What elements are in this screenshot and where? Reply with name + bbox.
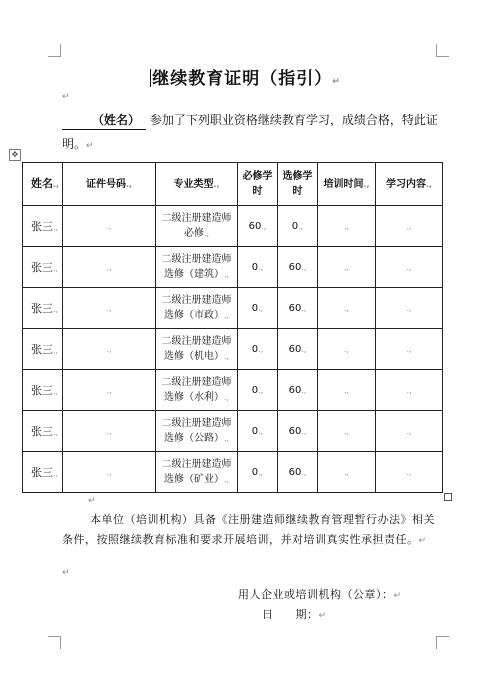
cell-required-hours[interactable]: 0., [238, 288, 278, 329]
cell-required-hours[interactable]: 0., [238, 247, 278, 288]
cell-training-time[interactable]: ., [318, 247, 376, 288]
header-type: 专业类型., [156, 163, 238, 206]
cell-content[interactable]: ., [376, 452, 443, 493]
table-row [23, 206, 443, 247]
margin-corner-bottom-left [48, 636, 61, 649]
cell-type[interactable]: 二级注册建造师必修., [156, 206, 238, 247]
intro-paragraph[interactable] [62, 108, 442, 158]
cell-elective-hours[interactable]: 60., [278, 288, 318, 329]
cell-required-hours-text: 0 [251, 425, 259, 437]
cell-name-text: 张三 [31, 302, 53, 315]
cell-training-time[interactable]: ., [318, 370, 376, 411]
cell-id-number[interactable]: ., [63, 206, 156, 247]
cell-elective-hours[interactable]: 60., [278, 370, 318, 411]
cell-training-time[interactable]: ., [318, 329, 376, 370]
header-name: 姓名., [23, 163, 63, 206]
cell-training-time[interactable]: ., [318, 411, 376, 452]
cell-elective-hours[interactable]: 0., [278, 206, 318, 247]
cell-name-text: 张三 [31, 343, 53, 356]
cell-name[interactable]: 张三., [23, 288, 63, 329]
header-training-time: 培训时间., [318, 163, 376, 206]
cell-id-number[interactable]: ., [63, 411, 156, 452]
cell-elective-hours[interactable]: 60., [278, 411, 318, 452]
cell-required-hours-text: 0 [251, 466, 259, 478]
signature-org-label: 用人企业或培训机构（公章）： [238, 588, 394, 601]
cell-required-hours-text: 0 [251, 343, 259, 355]
cell-type[interactable]: 二级注册建造师选修（市政）., [156, 288, 238, 329]
header-elective-hours: 选修学时 [278, 163, 318, 206]
title-text: 继续教育证明（指引） [152, 69, 333, 89]
paragraph-mark: ↵ [62, 92, 70, 102]
cell-required-hours[interactable]: 60., [238, 206, 278, 247]
cell-name[interactable]: 张三., [23, 370, 63, 411]
cell-elective-hours[interactable]: 60., [278, 247, 318, 288]
cell-content[interactable]: ., [376, 206, 443, 247]
paragraph-mark: ↵ [393, 591, 402, 601]
cell-required-hours-text: 60 [248, 220, 262, 232]
cell-type-text: 二级注册建造师选修（机电） [161, 336, 232, 362]
cell-required-hours-text: 0 [251, 302, 259, 314]
paragraph-mark: ↵ [332, 77, 341, 87]
cell-name[interactable]: 张三., [23, 329, 63, 370]
table-move-handle-icon[interactable]: ✥ [9, 149, 21, 161]
cell-id-number[interactable]: ., [63, 329, 156, 370]
cell-name-text: 张三 [31, 261, 53, 274]
cell-id-number[interactable]: ., [63, 370, 156, 411]
cell-type-text: 二级注册建造师选修（公路） [161, 418, 232, 444]
cell-content[interactable]: ., [376, 247, 443, 288]
cell-required-hours-text: 0 [251, 261, 259, 273]
cell-type-text: 二级注册建造师选修（矿业） [161, 459, 232, 485]
table-row [23, 411, 443, 452]
cell-training-time[interactable]: ., [318, 288, 376, 329]
cell-type-text: 二级注册建造师选修（水利） [161, 377, 232, 403]
document-title[interactable] [0, 64, 491, 89]
paragraph-mark: ↵ [86, 141, 94, 151]
cell-elective-hours[interactable]: 60., [278, 329, 318, 370]
cell-id-number[interactable]: ., [63, 452, 156, 493]
cell-name[interactable]: 张三., [23, 206, 63, 247]
margin-corner-top-right [436, 44, 449, 57]
cell-elective-hours-text: 0 [291, 220, 299, 232]
cell-name-text: 张三 [31, 466, 53, 479]
cell-type[interactable]: 二级注册建造师选修（公路）., [156, 411, 238, 452]
certificate-table[interactable] [22, 162, 443, 493]
cell-required-hours[interactable]: 0., [238, 411, 278, 452]
statement-paragraph[interactable] [62, 510, 442, 551]
cell-elective-hours-text: 60 [288, 425, 302, 437]
cell-name-text: 张三 [31, 220, 53, 233]
paragraph-mark: ↵ [62, 568, 70, 578]
cell-content[interactable]: ., [376, 370, 443, 411]
cell-type-text: 二级注册建造师必修 [161, 213, 232, 239]
table-row [23, 329, 443, 370]
cell-id-number[interactable]: ., [63, 247, 156, 288]
table-header-row [23, 163, 443, 206]
paragraph-mark: ↵ [318, 611, 327, 621]
cell-required-hours[interactable]: 0., [238, 370, 278, 411]
cell-required-hours-text: 0 [251, 384, 259, 396]
cell-type[interactable]: 二级注册建造师选修（建筑）., [156, 247, 238, 288]
cell-name[interactable]: 张三., [23, 452, 63, 493]
cell-elective-hours-text: 60 [288, 343, 302, 355]
header-required-hours: 必修学时 [238, 163, 278, 206]
cell-type[interactable]: 二级注册建造师选修（机电）., [156, 329, 238, 370]
intro-text: 参加了下列职业资格继续教育学习，成绩合格，特此证明。 [62, 113, 438, 151]
cell-id-number[interactable]: ., [63, 288, 156, 329]
table-row [23, 452, 443, 493]
cell-type-text: 二级注册建造师选修（建筑） [161, 254, 232, 280]
cell-elective-hours-text: 60 [288, 466, 302, 478]
cell-name[interactable]: 张三., [23, 411, 63, 452]
header-id-number: 证件号码., [63, 163, 156, 206]
cell-required-hours[interactable]: 0., [238, 329, 278, 370]
cell-content[interactable]: ., [376, 329, 443, 370]
cell-required-hours[interactable]: 0., [238, 452, 278, 493]
cell-name[interactable]: 张三., [23, 247, 63, 288]
table-row [23, 247, 443, 288]
cell-content[interactable]: ., [376, 411, 443, 452]
table-row [23, 370, 443, 411]
cell-type-text: 二级注册建造师选修（市政） [161, 295, 232, 321]
cell-type[interactable]: 二级注册建造师选修（矿业）., [156, 452, 238, 493]
signature-org-line[interactable] [238, 586, 402, 602]
cell-name-text: 张三 [31, 425, 53, 438]
cell-content[interactable]: ., [376, 288, 443, 329]
cell-elective-hours[interactable]: 60., [278, 452, 318, 493]
date-label-b: 期： [295, 608, 319, 621]
cell-training-time[interactable]: ., [318, 452, 376, 493]
cell-training-time[interactable]: ., [318, 206, 376, 247]
name-placeholder: （姓名） [62, 111, 146, 130]
margin-corner-bottom-right [436, 636, 449, 649]
signature-date-line[interactable] [262, 606, 327, 622]
margin-corner-top-left [48, 44, 61, 57]
cell-type[interactable]: 二级注册建造师选修（水利）., [156, 370, 238, 411]
paragraph-mark: ↵ [88, 496, 96, 506]
table-resize-handle[interactable] [444, 493, 452, 501]
statement-text: 本单位（培训机构）具备《注册建造师继续教育管理暂行办法》相关条件，按照继续教育标准和要求开展培训，并对培训真实性承担责任。 [62, 513, 435, 546]
header-content: 学习内容., [376, 163, 443, 206]
date-label-a: 日 [262, 608, 274, 621]
cell-elective-hours-text: 60 [288, 302, 302, 314]
cell-elective-hours-text: 60 [288, 384, 302, 396]
cell-name-text: 张三 [31, 384, 53, 397]
cell-elective-hours-text: 60 [288, 261, 302, 273]
table-row [23, 288, 443, 329]
paragraph-mark: ↵ [418, 536, 427, 546]
